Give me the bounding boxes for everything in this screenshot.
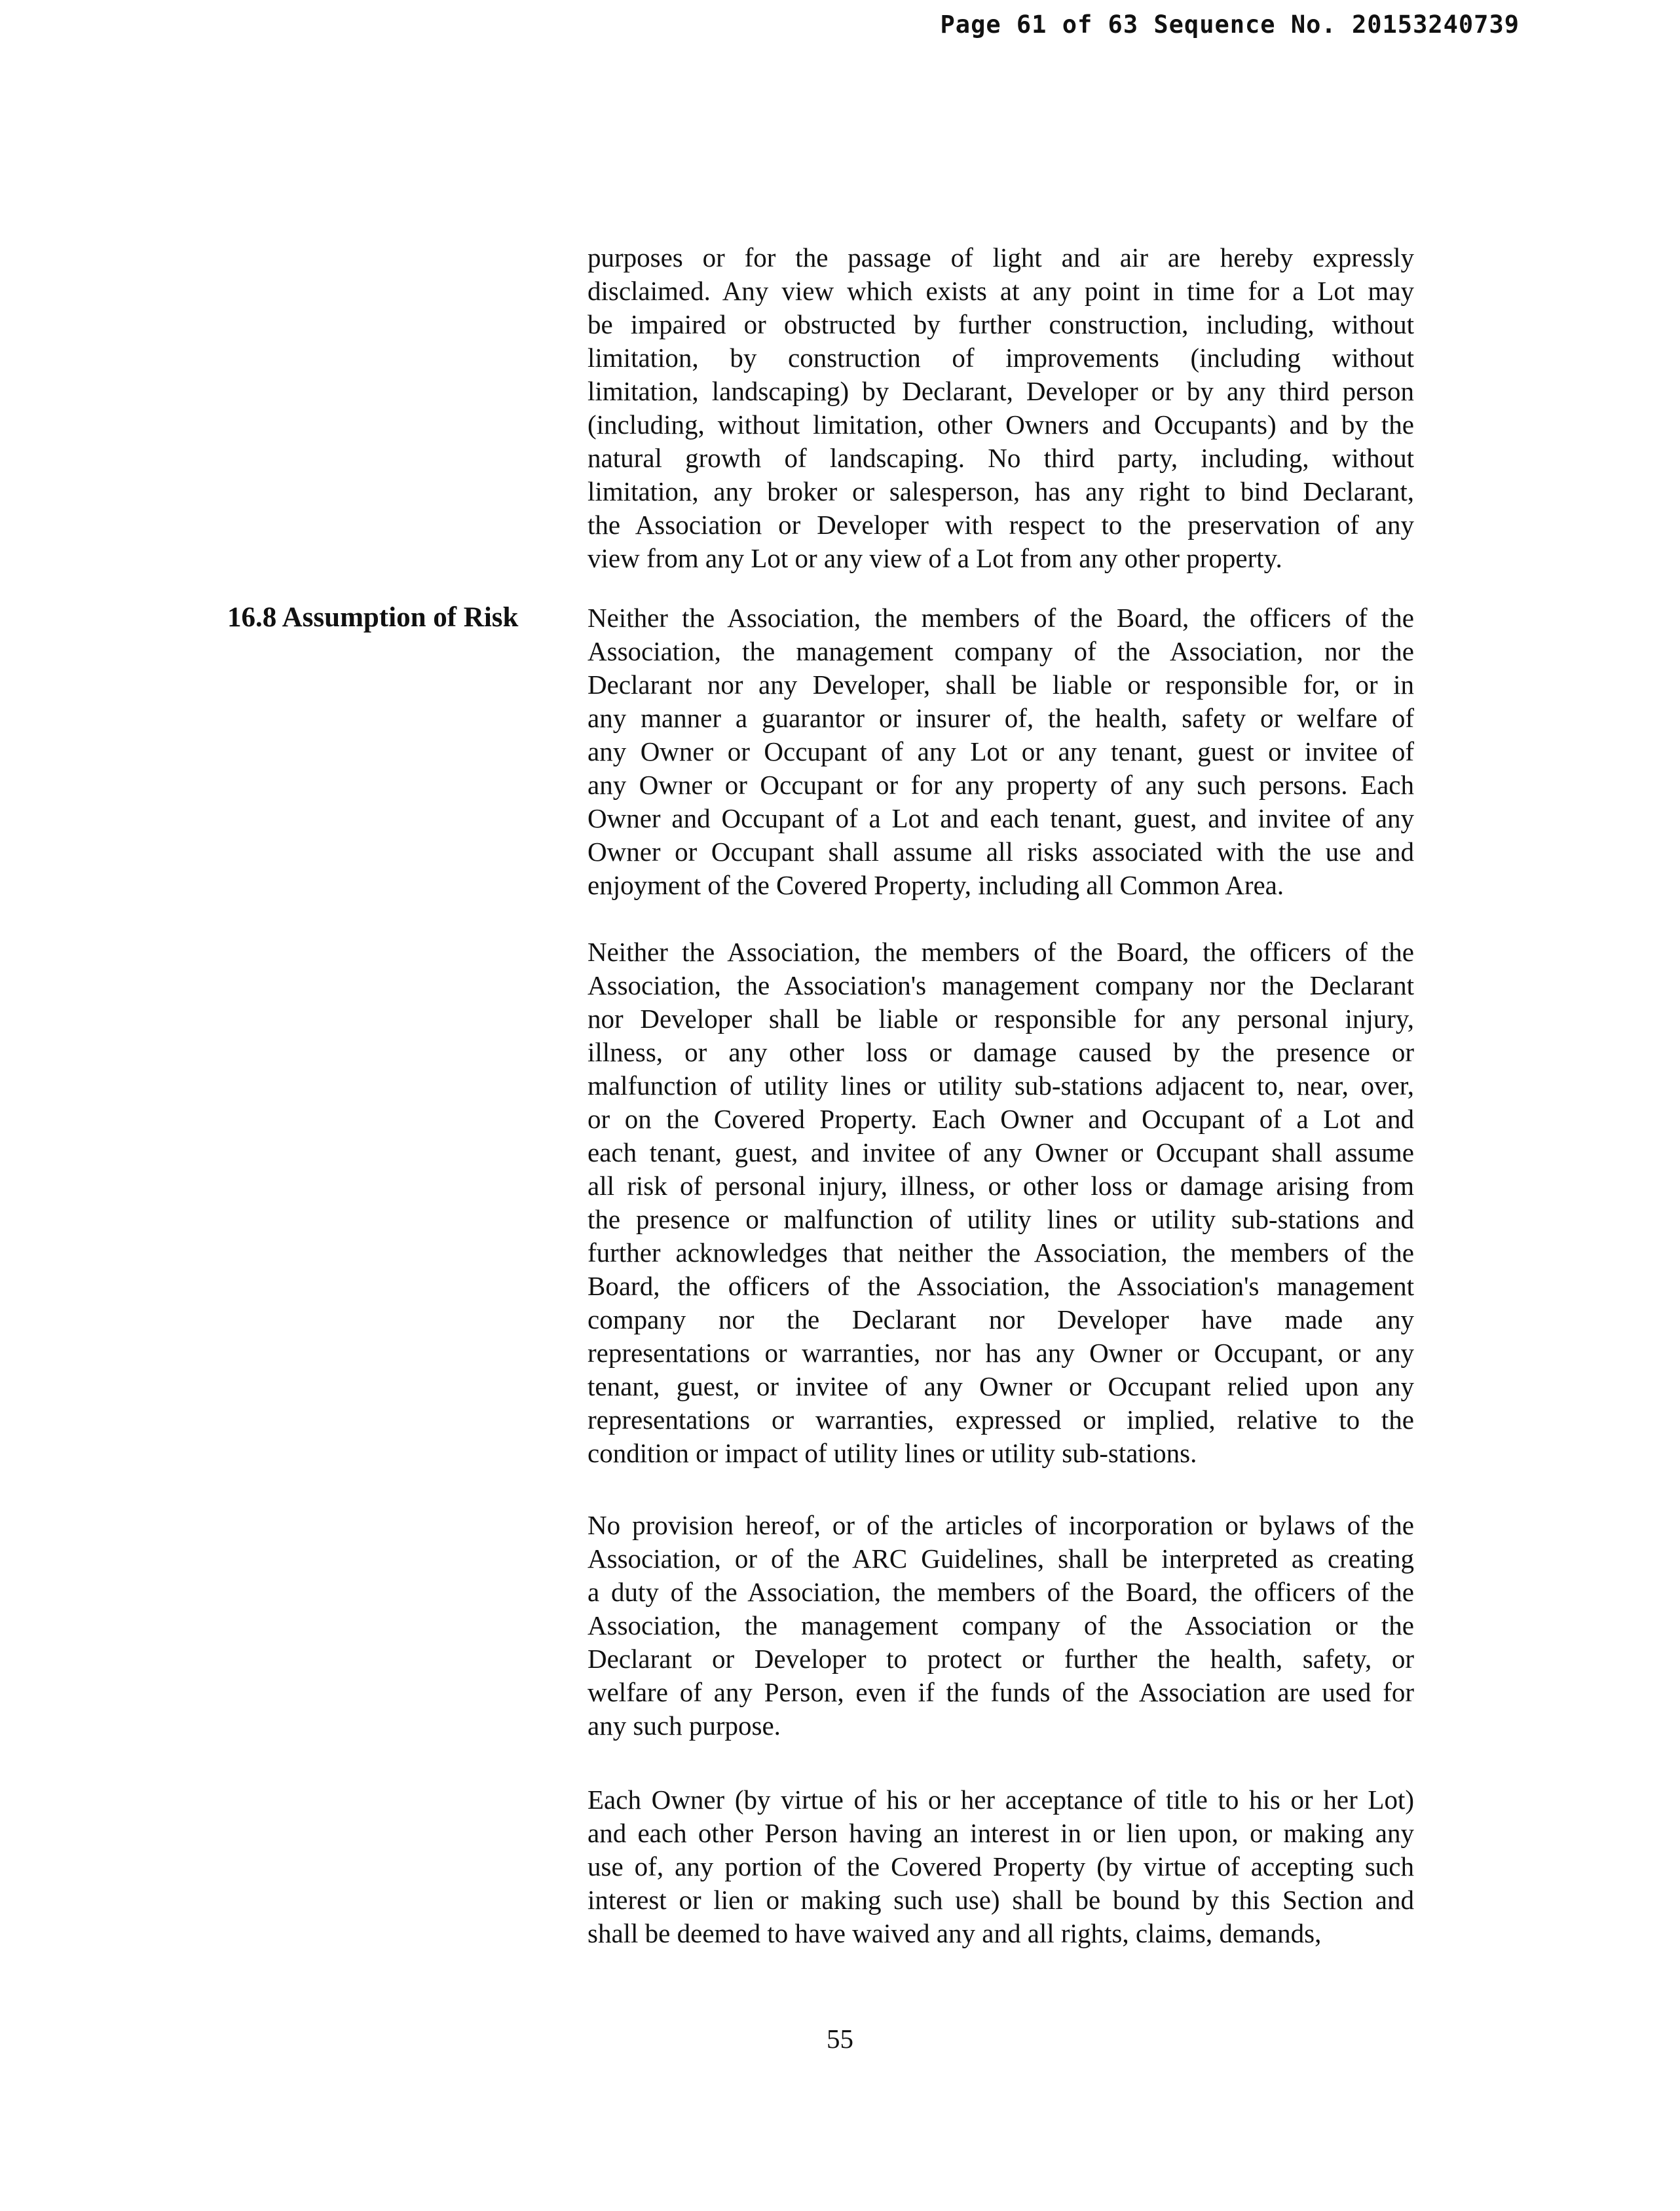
text-line: further acknowledges that neither the Association, the members of the	[588, 1238, 1414, 1268]
text-line: condition or impact of utility lines or utility sub-stations.	[588, 1438, 1197, 1468]
text-line: natural growth of landscaping. No third party, including, without	[588, 443, 1414, 473]
text-line: representations or warranties, expressed or implied, relative to the	[588, 1405, 1414, 1435]
text-line: welfare of any Person, even if the funds of the Association are used for	[588, 1677, 1414, 1707]
text-line: Association, or of the ARC Guidelines, shall be interpreted as creating	[588, 1543, 1414, 1574]
text-line: Declarant or Developer to protect or further the health, safety, or	[588, 1644, 1414, 1674]
text-line: Neither the Association, the members of the Board, the officers of the	[588, 937, 1414, 967]
text-line: Owner or Occupant shall assume all risks associated with the use and	[588, 837, 1414, 867]
text-line: be impaired or obstructed by further construction, including, without	[588, 309, 1414, 339]
text-line: tenant, guest, or invitee of any Owner or Occupant relied upon any	[588, 1371, 1414, 1401]
text-line: interest or lien or making such use) shall be bound by this Section and	[588, 1885, 1414, 1915]
text-line: illness, or any other loss or damage caused by the presence or	[588, 1037, 1414, 1067]
text-line: any Owner or Occupant or for any property of any such persons. Each	[588, 770, 1414, 800]
text-line: limitation, any broker or salesperson, has any right to bind Declarant,	[588, 476, 1414, 506]
text-line: enjoyment of the Covered Property, including all Common Area.	[588, 870, 1284, 900]
text-line: each tenant, guest, and invitee of any Owner or Occupant shall assume	[588, 1137, 1414, 1167]
text-line: Each Owner (by virtue of his or her acceptance of title to his or her Lot)	[588, 1785, 1414, 1815]
text-line: or on the Covered Property. Each Owner and Occupant of a Lot and	[588, 1104, 1414, 1134]
text-line: the presence or malfunction of utility lines or utility sub-stations and	[588, 1204, 1414, 1234]
text-line: and each other Person having an interest in or lien upon, or making any	[588, 1818, 1414, 1848]
text-line: use of, any portion of the Covered Property (by virtue of accepting such	[588, 1851, 1414, 1881]
text-line: purposes or for the passage of light and air are hereby expressly	[588, 242, 1414, 273]
text-line: representations or warranties, nor has any Owner or Occupant, or any	[588, 1338, 1414, 1368]
text-line: view from any Lot or any view of a Lot from any other property.	[588, 543, 1282, 573]
text-line: nor Developer shall be liable or responsible for any personal injury,	[588, 1004, 1414, 1034]
text-line: limitation, landscaping) by Declarant, Developer or by any third person	[588, 376, 1414, 406]
page-number: 55	[827, 2024, 853, 2054]
paragraph-waiver	[588, 1783, 1414, 1950]
paragraph-view-disclaimer	[588, 241, 1414, 575]
text-line: shall be deemed to have waived any and all rights, claims, demands,	[588, 1918, 1322, 1948]
text-line: No provision hereof, or of the articles of incorporation or bylaws of the	[588, 1510, 1414, 1540]
text-line: Owner and Occupant of a Lot and each tenant, guest, and invitee of any	[588, 803, 1414, 833]
text-line: disclaimed. Any view which exists at any point in time for a Lot may	[588, 276, 1414, 306]
section-heading: 16.8 Assumption of Risk	[227, 602, 519, 633]
text-line: limitation, by construction of improvements (including without	[588, 343, 1414, 373]
paragraph-no-duty	[588, 1509, 1414, 1743]
text-line: Neither the Association, the members of the Board, the officers of the	[588, 603, 1414, 633]
text-line: company nor the Declarant nor Developer have made any	[588, 1304, 1414, 1334]
page-header: Page 61 of 63 Sequence No. 20153240739	[940, 10, 1520, 39]
text-line: a duty of the Association, the members of the Board, the officers of the	[588, 1577, 1414, 1607]
text-line: any such purpose.	[588, 1710, 781, 1741]
paragraph-assumption-of-risk	[588, 601, 1414, 902]
text-line: Association, the management company of the Association or the	[588, 1610, 1414, 1640]
text-line: Declarant nor any Developer, shall be liable or responsible for, or in	[588, 670, 1414, 700]
text-line: any Owner or Occupant of any Lot or any tenant, guest or invitee of	[588, 736, 1414, 766]
paragraph-utility-lines	[588, 935, 1414, 1470]
text-line: Association, the Association's management company nor the Declarant	[588, 970, 1414, 1000]
text-line: Association, the management company of the Association, nor the	[588, 636, 1414, 666]
text-line: (including, without limitation, other Owners and Occupants) and by the	[588, 409, 1414, 440]
text-line: all risk of personal injury, illness, or other loss or damage arising from	[588, 1171, 1414, 1201]
text-line: Board, the officers of the Association, the Association's management	[588, 1271, 1414, 1301]
text-line: the Association or Developer with respect to the preservation of any	[588, 510, 1414, 540]
text-line: malfunction of utility lines or utility sub-stations adjacent to, near, over,	[588, 1070, 1414, 1101]
text-line: any manner a guarantor or insurer of, the health, safety or welfare of	[588, 703, 1414, 733]
